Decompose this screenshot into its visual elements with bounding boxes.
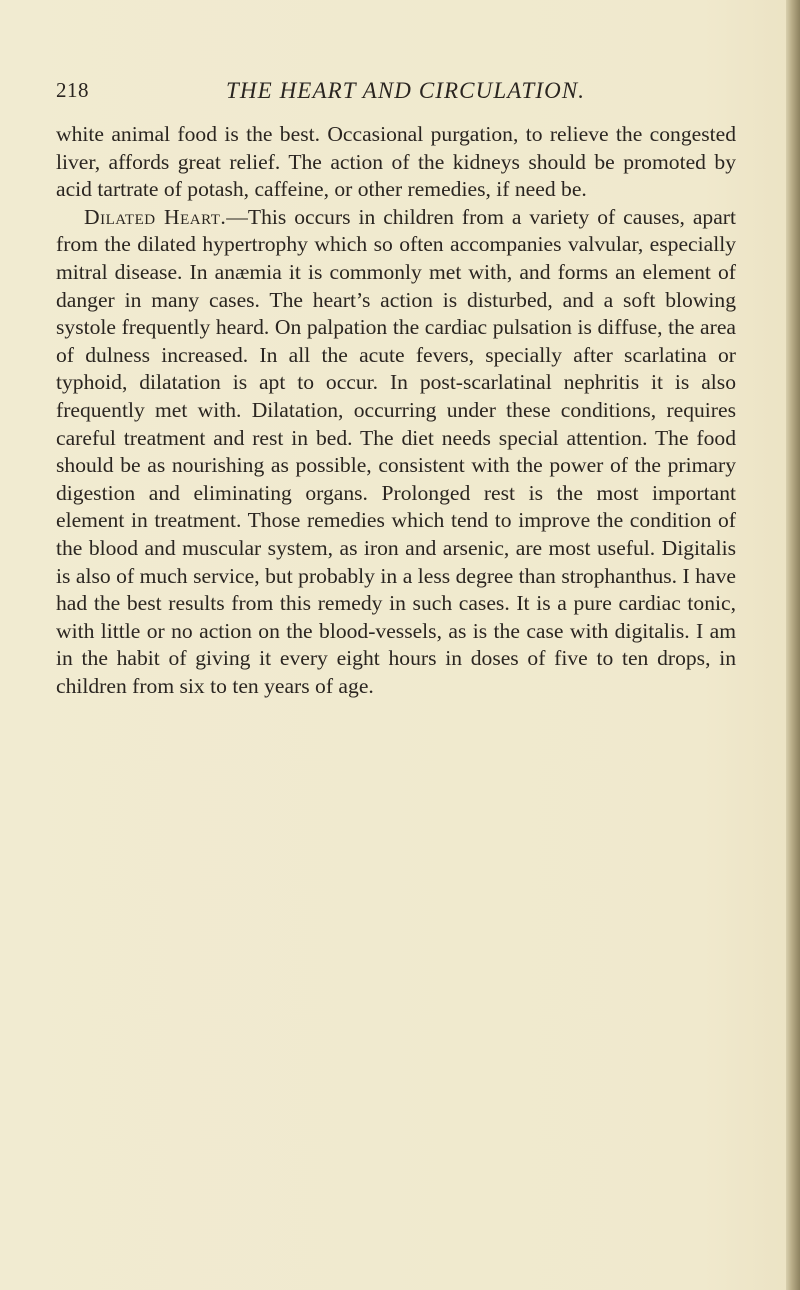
body-text [56,121,736,700]
page-edge-shadow [786,0,800,1290]
running-title: THE HEART AND CIRCULATION. [226,78,586,103]
section-heading-dilated-heart: Dilated Heart. [84,204,227,229]
paragraph-2-text: —This occurs in children from a variety of causes, apart from the dilated hypertrophy which so often accompanies valvular, especially mitral disease. In anæmia it is commonly met with, and forms an element of danger in many cases. The heart’s action is disturbed, and a soft blowing systole frequently heard. On palpation the cardiac pulsation is diffuse, the area of dulness increased. In all the acute fevers, specially after scarlatina or typhoid, dilatation is apt to occur. In post-scarlatinal nephritis it is also frequently met with. Dilatation, occurring under these conditions, requires careful treatment and rest in bed. The diet needs special attention. The food should be as nourishing as possible, consistent with the power of the primary digestion and eliminating organs. Prolonged rest is the most important element in treatment. Those remedies which tend to improve the condition of the blood and muscular system, as iron and arsenic, are most useful. Digitalis is also of much service, but probably in a less degree than strophanthus. I have had the best results from this remedy in such cases. It is a pure cardiac tonic, with little or no action on the blood-vessels, as is the case with digitalis. I am in the habit of giving it every eight hours in doses of five to ten drops, in children from six to ten years of age. [56,204,737,698]
page-header [56,78,756,110]
paragraph-1 [56,121,736,204]
paragraph-1-text: white animal food is the best. Occasional purgation, to relieve the congested liver, affords great relief. The action of the kidneys should be promoted by acid tartrate of potash, caffeine, or other remedies, if need be. [56,122,736,202]
paragraph-2 [56,204,736,701]
page-number: 218 [56,78,89,102]
